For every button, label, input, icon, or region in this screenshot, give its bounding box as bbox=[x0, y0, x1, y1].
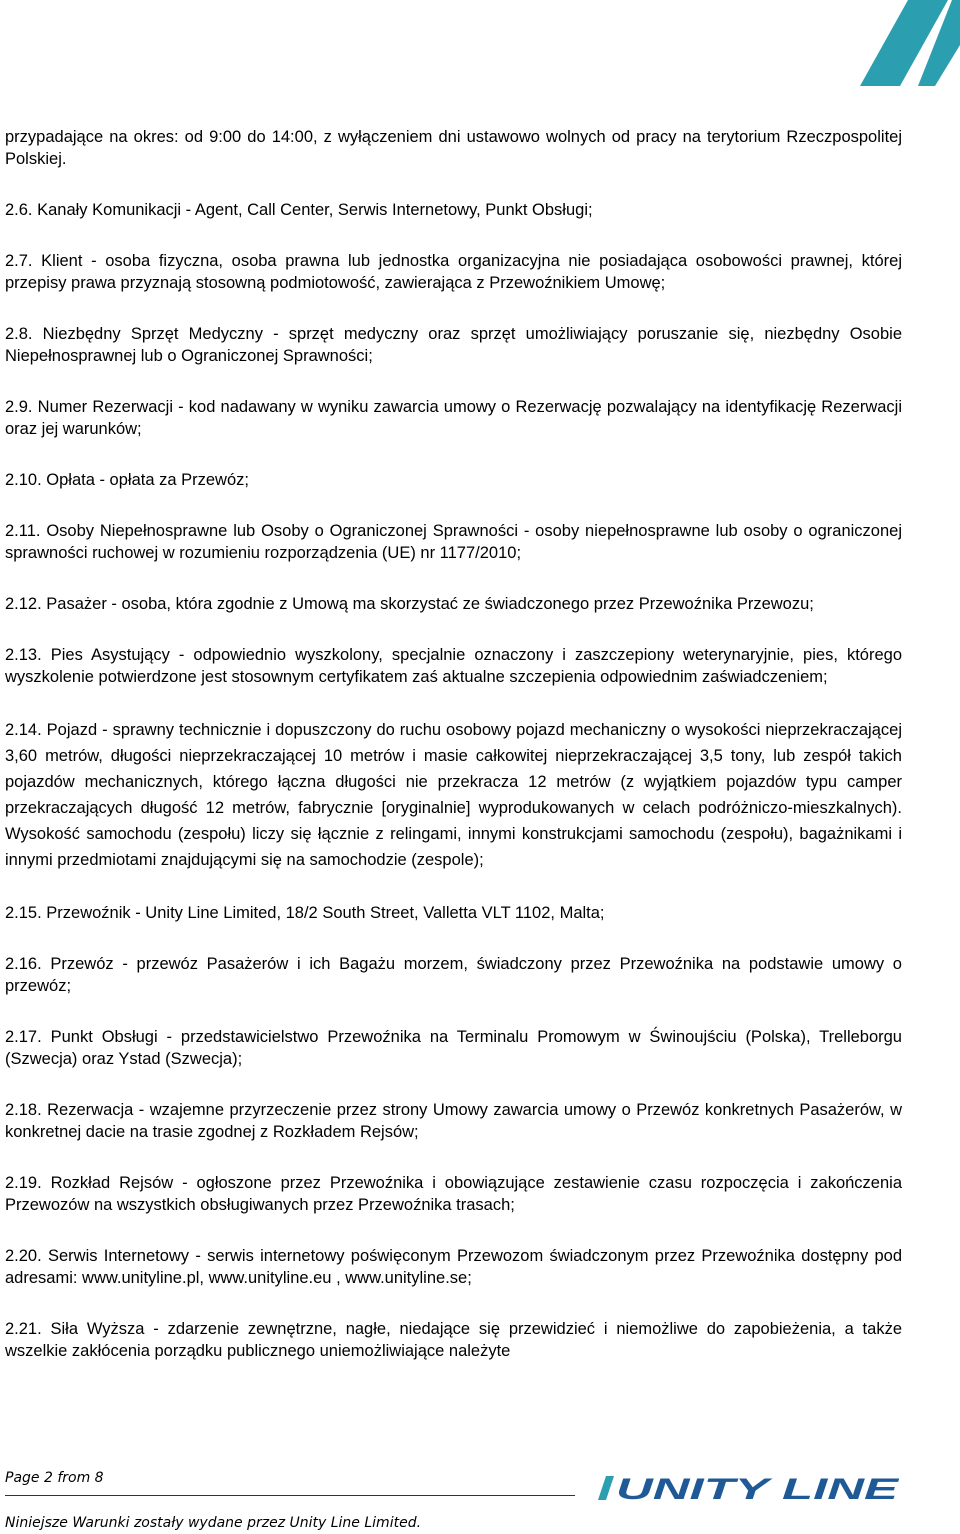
paragraph-2-18: 2.18. Rezerwacja - wzajemne przyrzeczenie przez strony Umowy zawarcia umowy o Przewóz konkretnych Pasażerów, w konkretnej dacie na trasie zgodnej z Rozkładem Rejsów; bbox=[5, 1101, 902, 1141]
paragraph-2-13: 2.13. Pies Asystujący - odpowiednio wyszkolony, specjalnie oznaczony i zaszczepiony weterynaryjnie, pies, którego wyszkolenie potwierdzone jest stosownym certyfikatem zaś aktualne szczepienia odpowiednim zaświadczeniem; bbox=[5, 646, 902, 686]
paragraph-2-17: 2.17. Punkt Obsługi - przedstawicielstwo Przewoźnika na Terminalu Promowym w Świnoujściu (Polska), Trelleborgu (Szwecja) oraz Ystad (Szwecja); bbox=[5, 1028, 902, 1068]
paragraph-2-19: 2.19. Rozkład Rejsów - ogłoszone przez Przewoźnika i obowiązujące zestawienie czasu rozpoczęcia i zakończenia Przewozów na wszystkich obsługiwanych przez Przewoźnika trasach; bbox=[5, 1174, 902, 1214]
paragraph-2-11: 2.11. Osoby Niepełnosprawne lub Osoby o Ograniczonej Sprawności - osoby niepełnosprawne lub osoby o ograniczonej sprawności ruchowej w rozumieniu rozporządzenia (UE) nr 1177/2010; bbox=[5, 522, 902, 562]
paragraph-2-12: 2.12. Pasażer - osoba, która zgodnie z Umową ma skorzystać ze świadczonego przez Przewoźnika Przewozu; bbox=[5, 595, 814, 613]
paragraph-2-10: 2.10. Opłata - opłata za Przewóz; bbox=[5, 471, 249, 489]
paragraph-2-21: 2.21. Siła Wyższa - zdarzenie zewnętrzne, nagłe, niedające się przewidzieć i niemożliwe do zapobieżenia, a także wszelkie zakłócenia porządku publicznego uniemożliwiające należyte bbox=[5, 1320, 902, 1360]
corner-stripes-icon bbox=[760, 0, 960, 90]
page-number: Page 2 from 8 bbox=[5, 1470, 104, 1486]
unity-line-logo bbox=[592, 1470, 902, 1506]
paragraph-2-20: 2.20. Serwis Internetowy - serwis internetowy poświęconym Przewozom świadczonym przez Przewoźnika dostępny pod adresami: www.unityline.pl, www.unityline.eu , www.unityline.se; bbox=[5, 1247, 902, 1287]
paragraph-continuation: przypadające na okres: od 9:00 do 14:00, z wyłączeniem dni ustawowo wolnych od pracy na terytorium Rzeczpospolitej Polskiej. bbox=[5, 128, 902, 168]
paragraph-2-7: 2.7. Klient - osoba fizyczna, osoba prawna lub jednostka organizacyjna nie posiadająca osobowości prawnej, której przepisy prawa przyznają stosowną podmiotowość, zawierająca z Przewoźnikiem Umowę; bbox=[5, 252, 902, 292]
paragraph-2-8: 2.8. Niezbędny Sprzęt Medyczny - sprzęt medyczny oraz sprzęt umożliwiający poruszanie się, niezbędny Osobie Niepełnosprawnej lub o Ograniczonej Sprawności; bbox=[5, 325, 902, 365]
paragraph-2-9: 2.9. Numer Rezerwacji - kod nadawany w wyniku zawarcia umowy o Rezerwację pozwalający na identyfikację Rezerwacji oraz jej warunków; bbox=[5, 398, 902, 438]
paragraph-2-16: 2.16. Przewóz - przewóz Pasażerów i ich Bagażu morzem, świadczony przez Przewoźnika na podstawie umowy o przewóz; bbox=[5, 955, 902, 995]
footer-divider bbox=[5, 1495, 575, 1496]
logo-text: UNITY LINE bbox=[616, 1473, 900, 1506]
paragraph-2-15: 2.15. Przewoźnik - Unity Line Limited, 18/2 South Street, Valletta VLT 1102, Malta; bbox=[5, 904, 605, 922]
paragraph-2-14: 2.14. Pojazd - sprawny technicznie i dopuszczony do ruchu osobowy pojazd mechaniczny o wysokości nieprzekraczającej 3,60 metrów, długości nieprzekraczającej 10 metrów i masie całkowitej nieprzekraczającej 3,5 tony, lub zespół takich pojazdów mechanicznych, którego łączna długości nie przekracza 12 metrów (z wyjątkiem pojazdów typu camper przekraczających długość 12 metrów, fabrycznie [oryginalnie] wyprodukowanych w celach podróżniczo-mieszkalnych). Wysokość samochodu (zespołu) liczy się łącznie z relingami, innymi konstrukcjami samochodu (zespołu), bagażnikami i innymi przedmiotami znajdującymi się na samochodzie (zespole); bbox=[5, 721, 902, 869]
footer-note: Niniejsze Warunki zostały wydane przez Unity Line Limited. bbox=[5, 1515, 422, 1531]
paragraph-2-6: 2.6. Kanały Komunikacji - Agent, Call Center, Serwis Internetowy, Punkt Obsługi; bbox=[5, 201, 593, 219]
document-body bbox=[5, 126, 902, 1362]
